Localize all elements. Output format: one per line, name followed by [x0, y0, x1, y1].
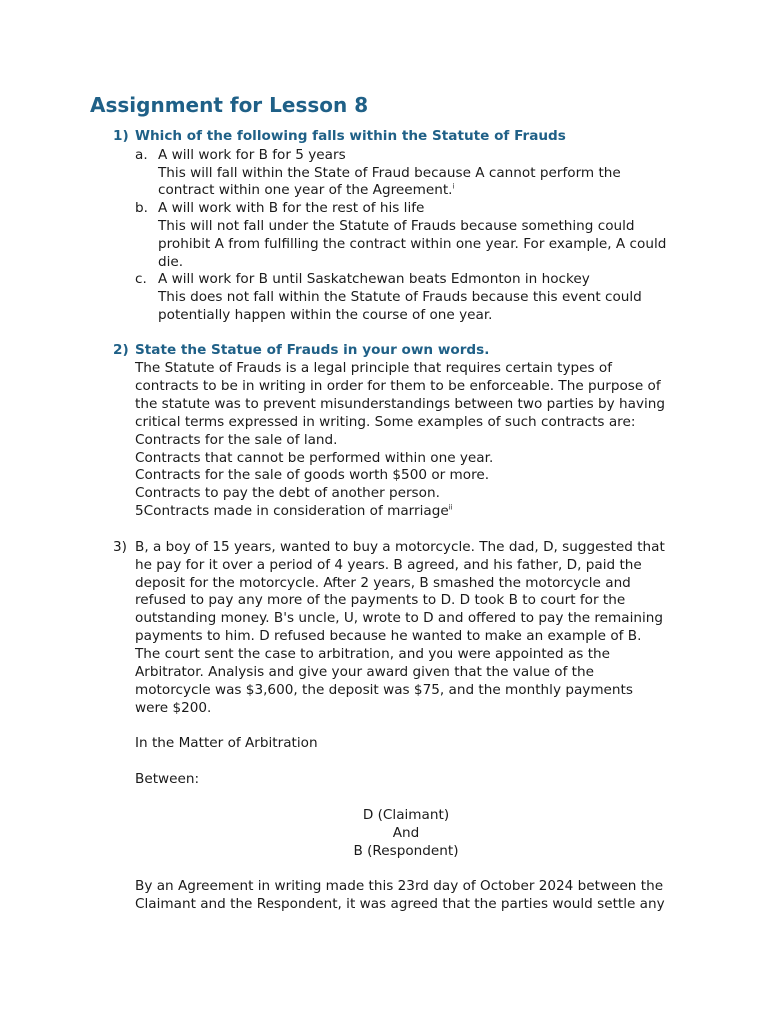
- option-c-answer-line: potentially happen within the course of one year.: [158, 307, 493, 323]
- option-c-statement: A will work for B until Saskatchewan beats Edmonton in hockey: [158, 271, 590, 287]
- agreement-line: By an Agreement in writing made this 23rd day of October 2024 between the: [135, 878, 664, 894]
- question-3-number: 3): [113, 539, 127, 555]
- respondent-party: B (Respondent): [353, 843, 459, 859]
- option-b-answer-line: die.: [158, 254, 184, 270]
- option-b-letter: b.: [135, 200, 148, 216]
- option-c-letter: c.: [135, 271, 147, 287]
- matter-heading: In the Matter of Arbitration: [135, 735, 318, 751]
- option-b-answer-line: prohibit A from fulfilling the contract within one year. For example, A could: [158, 236, 667, 252]
- question-1-heading: Which of the following falls within the Statute of Frauds: [135, 128, 566, 144]
- question-line: payments to him. D refused because he wanted to make an example of B.: [135, 628, 642, 644]
- question-2-heading: State the Statue of Frauds in your own words.: [135, 342, 490, 358]
- option-a-letter: a.: [135, 147, 148, 163]
- agreement-line: Claimant and the Respondent, it was agreed that the parties would settle any: [135, 896, 665, 912]
- question-line: he pay for it over a period of 4 years. B agreed, and his father, D, paid the: [135, 557, 642, 573]
- footnote-marker[interactable]: i: [452, 182, 455, 191]
- option-b-statement: A will work with B for the rest of his life: [158, 200, 425, 216]
- answer-line: The Statute of Frauds is a legal principle that requires certain types of: [135, 360, 612, 376]
- answer-line: Contracts that cannot be performed within one year.: [135, 450, 494, 466]
- question-line: were $200.: [135, 700, 212, 716]
- question-line: deposit for the motorcycle. After 2 years, B smashed the motorcycle and: [135, 575, 631, 591]
- and-connector: And: [392, 825, 420, 841]
- question-2-number: 2): [113, 342, 129, 358]
- question-line: B, a boy of 15 years, wanted to buy a motorcycle. The dad, D, suggested that: [135, 539, 665, 555]
- answer-line: contracts to be in writing in order for them to be enforceable. The purpose of: [135, 378, 661, 394]
- option-a-answer-line: contract within one year of the Agreement.$^i$: [158, 182, 455, 198]
- question-line: motorcycle was $3,600, the deposit was $75, and the monthly payments: [135, 682, 633, 698]
- answer-line: Contracts for the sale of goods worth $500 or more.: [135, 467, 490, 483]
- answer-line: Contracts to pay the debt of another person.: [135, 485, 440, 501]
- option-c-answer-line: This does not fall within the Statute of Frauds because this event could: [158, 289, 642, 305]
- question-line: Arbitrator. Analysis and give your award given that the value of the: [135, 664, 594, 680]
- option-a-answer-line: This will fall within the State of Fraud because A cannot perform the: [158, 165, 621, 181]
- question-line: outstanding money. B's uncle, U, wrote to D and offered to pay the remaining: [135, 610, 664, 626]
- claimant-party: D (Claimant): [362, 807, 450, 823]
- option-a-statement: A will work for B for 5 years: [158, 147, 346, 163]
- answer-line: the statute was to prevent misunderstandings between two parties by having: [135, 396, 666, 412]
- answer-line: 5Contracts made in consideration of marriage$^{ii}$: [135, 503, 453, 519]
- answer-line: Contracts for the sale of land.: [135, 432, 338, 448]
- footnote-marker[interactable]: ii: [448, 503, 453, 512]
- page-title: Assignment for Lesson 8: [90, 93, 369, 117]
- question-line: The court sent the case to arbitration, and you were appointed as the: [135, 646, 611, 662]
- question-1-number: 1): [113, 128, 129, 144]
- answer-line: critical terms expressed in writing. Some examples of such contracts are:: [135, 414, 636, 430]
- question-line: refused to pay any more of the payments to D. D took B to court for the: [135, 592, 626, 608]
- between-label: Between:: [135, 771, 200, 787]
- option-b-answer-line: This will not fall under the Statute of Frauds because something could: [158, 218, 635, 234]
